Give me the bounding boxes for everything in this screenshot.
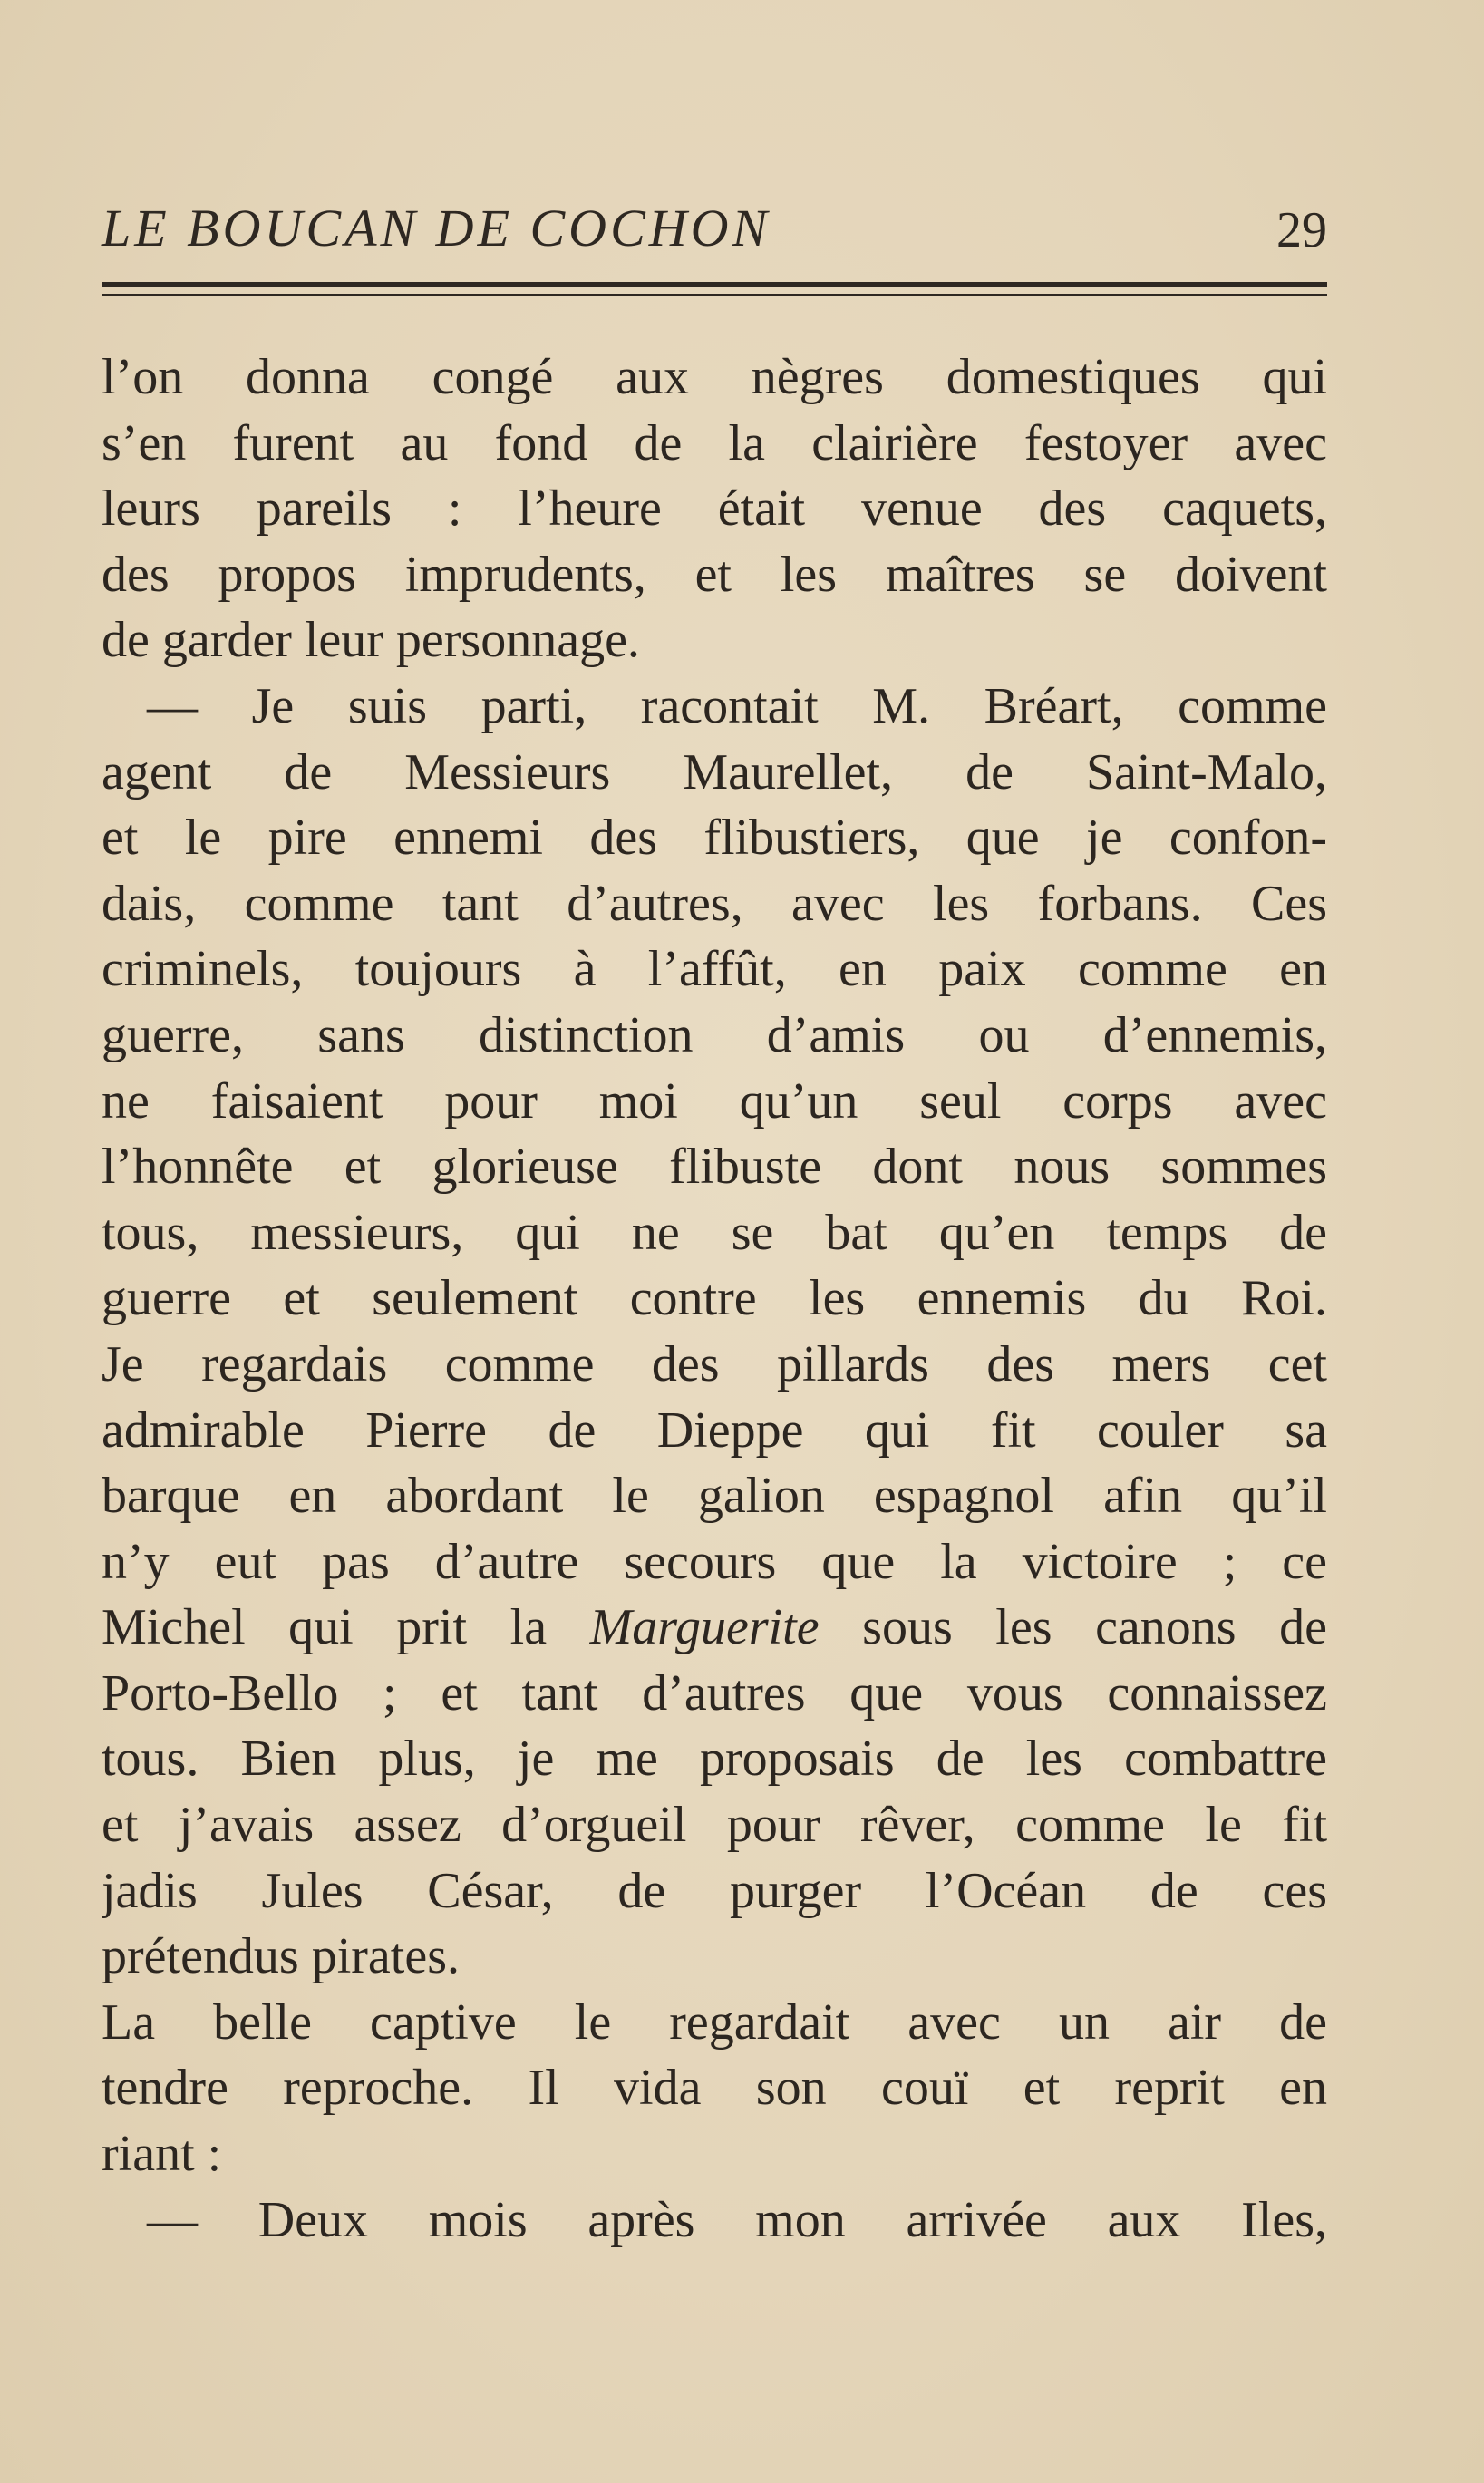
text-line: et j’avais assez d’orgueil pour rêver, comme le fit [102, 1797, 1327, 1854]
body-text [102, 344, 1327, 2253]
text-line: l’honnête et glorieuse flibuste dont nous sommes [102, 1139, 1327, 1196]
text-line: tendre reproche. Il vida son couï et reprit en [102, 2060, 1327, 2117]
text-line: de garder leur personnage. [102, 612, 640, 669]
text-line: s’en furent au fond de la clairière festoyer avec [102, 414, 1327, 471]
text-line-with-italic [102, 1595, 1327, 1661]
text-line: et le pire ennemi des flibustiers, que je confon- [102, 810, 1327, 867]
text-line: l’on donna congé aux nègres domestiques qui [102, 349, 1327, 405]
text-line: ne faisaient pour moi qu’un seul corps avec [102, 1072, 1327, 1130]
text-line: agent de Messieurs Maurellet, de Saint-Malo, [102, 743, 1327, 800]
text-line: — Je suis parti, racontait M. Bréart, comme [147, 677, 1327, 734]
text-line: tous. Bien plus, je me proposais de les combattre [102, 1731, 1327, 1788]
header-rule-thick [102, 282, 1327, 287]
text-line: des propos imprudents, et les maîtres se doivent [102, 546, 1327, 603]
text-line: n’y eut pas d’autre secours que la victoire ; ce [102, 1533, 1327, 1590]
text-line: prétendus pirates. [102, 1928, 460, 1985]
text-line: jadis Jules César, de purger l’Océan de ces [102, 1862, 1327, 1919]
text-line: — Deux mois après mon arrivée aux Iles, [147, 2191, 1327, 2248]
text-line: Je regardais comme des pillards des mers cet [102, 1335, 1327, 1392]
running-head [102, 198, 1327, 261]
text-segment: Michel qui prit la [102, 1599, 590, 1656]
running-title: LE BOUCAN DE COCHON [102, 199, 771, 257]
text-line: Porto-Bello ; et tant d’autres que vous connaissez [102, 1664, 1327, 1722]
header-rule-thin [102, 294, 1327, 296]
text-line: leurs pareils : l’heure était venue des caquets, [102, 480, 1327, 538]
text-line: dais, comme tant d’autres, avec les forbans. Ces [102, 875, 1327, 932]
page-number: 29 [1276, 202, 1327, 258]
text-line: criminels, toujours à l’affût, en paix comme en [102, 941, 1327, 998]
text-line: guerre, sans distinction d’amis ou d’ennemis, [102, 1006, 1327, 1063]
text-line: guerre et seulement contre les ennemis du Roi. [102, 1270, 1327, 1327]
text-line: La belle captive le regardait avec un air de [102, 1993, 1327, 2051]
text-line: tous, messieurs, qui ne se bat qu’en temps de [102, 1204, 1327, 1261]
text-line: admirable Pierre de Dieppe qui fit couler sa [102, 1402, 1327, 1459]
text-segment: sous les canons de [819, 1599, 1327, 1656]
text-line: barque en abordant le galion espagnol afin qu’il [102, 1468, 1327, 1525]
text-line: riant : [102, 2126, 222, 2183]
italic-title: Marguerite [589, 1599, 820, 1656]
